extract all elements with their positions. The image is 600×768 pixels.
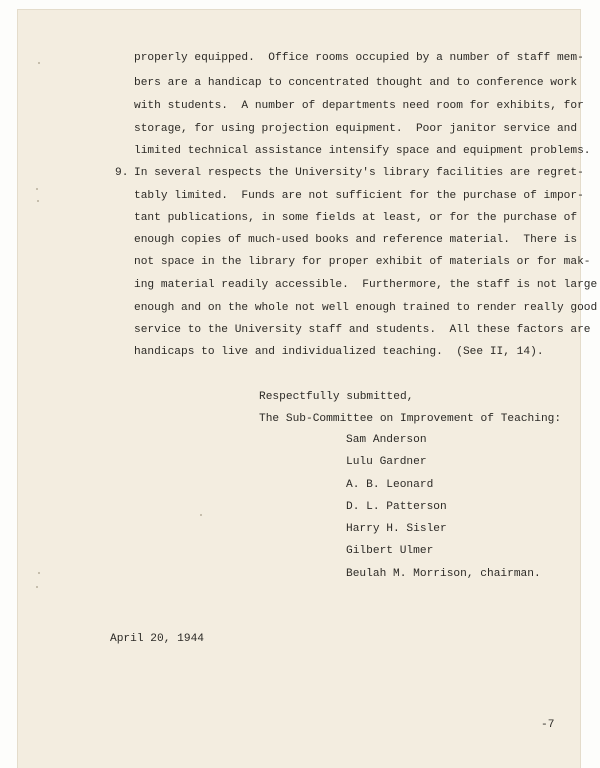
member-name: A. B. Leonard [346,479,434,491]
member-name: Lulu Gardner [346,456,427,468]
item-line: ing material readily accessible. Furthermore, the staff is not large [134,279,598,291]
body-line: bers are a handicap to concentrated thought and to conference work [134,77,578,89]
item-number: 9. [115,167,129,179]
closing-line: Respectfully submitted, [259,391,414,403]
document-date: April 20, 1944 [110,633,204,645]
item-line: tant publications, in some fields at least, or for the purchase of [134,212,578,224]
page-number: -7 [541,719,555,731]
committee-name: The Sub-Committee on Improvement of Teaching: [259,413,562,425]
member-name-chairman: Beulah M. Morrison, chairman. [346,568,541,580]
item-line: service to the University staff and students. All these factors are [134,324,591,336]
member-name: D. L. Patterson [346,501,447,513]
member-name: Harry H. Sisler [346,523,447,535]
body-line: properly equipped. Office rooms occupied by a number of staff mem- [134,52,584,64]
paper-speck [36,586,38,588]
paper-speck [200,514,202,516]
paper-speck [38,62,40,64]
item-line: enough copies of much-used books and reference material. There is [134,234,578,246]
item-line: not space in the library for proper exhibit of materials or for mak- [134,256,591,268]
item-line: handicaps to live and individualized teaching. (See II, 14). [134,346,544,358]
body-line: with students. A number of departments need room for exhibits, for [134,100,584,112]
paper-speck [37,200,39,202]
member-name: Gilbert Ulmer [346,545,434,557]
item-line: enough and on the whole not well enough trained to render really good [134,302,598,314]
member-name: Sam Anderson [346,434,427,446]
paper-speck [38,572,40,574]
item-line: tably limited. Funds are not sufficient for the purchase of impor- [134,190,584,202]
item-line: In several respects the University's library facilities are regret- [134,167,584,179]
body-line: storage, for using projection equipment. Poor janitor service and [134,123,578,135]
body-line: limited technical assistance intensify space and equipment problems. [134,145,591,157]
paper-speck [36,188,38,190]
